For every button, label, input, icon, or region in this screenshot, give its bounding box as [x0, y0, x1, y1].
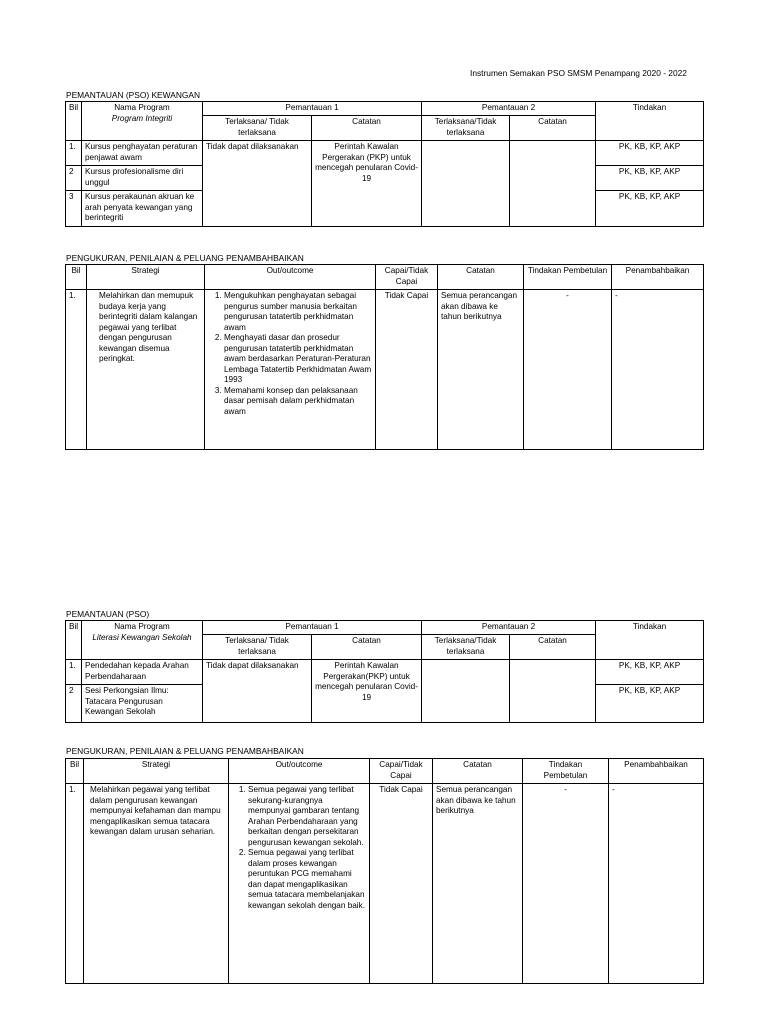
- outcome-item: 2. Menghayati dasar dan prosedur pengurusan tatatertib perkhidmatan awam berdasarkan Peraturan-Peraturan Lembaga Tatatertib Perkhidmatan Awam 1993: [224, 333, 372, 386]
- row-bil: 1.: [66, 290, 87, 450]
- header-out-outcome: Out/outcome: [229, 759, 370, 784]
- row-tindakan: -: [524, 290, 612, 450]
- header-catatan: Catatan: [433, 759, 523, 784]
- outcome-item: 2. Semua pegawai yang terlibat dalam proses kewangan peruntukan PCG memahami dan dapat mengaplikasikan semua tatacara membelanjakan kewangan sekolah dengan baik.: [248, 848, 366, 911]
- header-penambahbaikan: Penambahbaikan: [609, 759, 704, 784]
- header-catatan-2: Catatan: [510, 116, 596, 141]
- cell-status-p1: Tidak dapat dilaksanakan: [203, 141, 312, 227]
- header-tindakan: Tindakan: [596, 621, 704, 660]
- row-bil: 2: [66, 166, 82, 191]
- cell-catatan-p1: Perintah Kawalan Pergerakan(PKP) untuk mencegah penularan Covid-19: [312, 660, 422, 723]
- row-tindakan: PK, KB, KP, AKP: [596, 660, 704, 685]
- header-nama-label: Nama Program: [114, 622, 170, 631]
- section-title-pengukuran-2: PENGUKURAN, PENILAIAN & PELUANG PENAMBAHBAIKAN: [66, 746, 304, 756]
- row-tindakan: PK, KB, KP, AKP: [596, 166, 704, 191]
- cell-catatan-p1: Perintah Kawalan Pergerakan (PKP) untuk mencegah penularan Covid-19: [312, 141, 422, 227]
- table-pengukuran-1: [65, 264, 704, 450]
- header-bil: Bil: [66, 759, 84, 784]
- row-penambahbaikan: -: [609, 784, 704, 984]
- row-outcomes: [229, 784, 370, 984]
- header-nama-label: Nama Program: [114, 103, 170, 112]
- header-tindakan-pembetulan: Tindakan Pembetulan: [523, 759, 609, 784]
- row-program: Kursus perakaunan akruan ke arah penyata kewangan yang berintegriti: [82, 191, 203, 227]
- header-penambahbaikan: Penambahbaikan: [612, 265, 704, 290]
- table-pengukuran-2: [65, 758, 704, 984]
- row-bil: 2: [66, 685, 82, 723]
- header-bil: Bil: [66, 621, 82, 660]
- document-title: Instrumen Semakan PSO SMSM Penampang 2020 - 2022: [470, 68, 687, 78]
- cell-terlaksana-p2: [422, 141, 510, 227]
- row-bil: 1.: [66, 784, 84, 984]
- row-bil: 3: [66, 191, 82, 227]
- row-bil: 1.: [66, 141, 82, 166]
- header-bil: Bil: [66, 265, 87, 290]
- row-program: Sesi Perkongsian Ilmu: Tatacara Pengurusan Kewangan Sekolah: [82, 685, 203, 723]
- header-nama-sub: Program Integriti: [111, 113, 173, 123]
- row-strategi: Melahirkan dan memupuk budaya kerja yang berintegriti dalam kalangan pegawai yang terlibat dengan pengurusan kewangan disemua peringkat.: [87, 290, 205, 450]
- header-catatan-1: Catatan: [312, 116, 422, 141]
- row-bil: 1.: [66, 660, 82, 685]
- header-terlaksana-1: Terlaksana/ Tidak terlaksana: [203, 635, 312, 660]
- header-capai: Capai/Tidak Capai: [376, 265, 438, 290]
- row-tindakan: PK, KB, KP, AKP: [596, 141, 704, 166]
- table-row: [66, 660, 704, 685]
- section-title-pengukuran-1: PENGUKURAN, PENILAIAN & PELUANG PENAMBAHBAIKAN: [66, 253, 304, 263]
- row-program: Kursus penghayatan peraturan penjawat awam: [82, 141, 203, 166]
- row-capai: Tidak Capai: [376, 290, 438, 450]
- outcome-item: 3. Memahami konsep dan pelaksanaan dasar pemisah dalam perkhidmatan awam: [224, 386, 372, 418]
- outcome-item: 1. Semua pegawai yang terlibat sekurang-kurangnya mempunyai gambaran tentang Arahan Perbendaharaan yang berkaitan dengan persekitaran pengurusan kewangan sekolah.: [248, 785, 366, 848]
- row-tindakan: PK, KB, KP, AKP: [596, 685, 704, 723]
- cell-terlaksana-p2: [422, 660, 510, 723]
- header-tindakan: Tindakan: [596, 102, 704, 141]
- header-terlaksana-2: Terlaksana/Tidak terlaksana: [422, 635, 510, 660]
- row-catatan: Semua perancangan akan dibawa ke tahun berikutnya: [433, 784, 523, 984]
- row-program: Kursus profesionalisme diri unggul: [82, 166, 203, 191]
- row-catatan: Semua perancangan akan dibawa ke tahun berikutnya: [438, 290, 524, 450]
- table-row: [66, 784, 704, 984]
- header-catatan: Catatan: [438, 265, 524, 290]
- cell-status-p1: Tidak dapat dilaksanakan: [203, 660, 312, 723]
- cell-catatan-p2: [510, 141, 596, 227]
- header-catatan-2: Catatan: [510, 635, 596, 660]
- header-strategi: Strategi: [84, 759, 229, 784]
- table-pemantauan-pso: [65, 620, 704, 723]
- row-tindakan: PK, KB, KP, AKP: [596, 191, 704, 227]
- header-capai: Capai/Tidak Capai: [370, 759, 433, 784]
- section-title-pemantauan-kewangan: PEMANTAUAN (PSO) KEWANGAN: [66, 90, 201, 100]
- header-nama-program: [82, 621, 203, 660]
- header-pemantauan-1: Pemantauan 1: [203, 102, 422, 116]
- header-tindakan-pembetulan: Tindakan Pembetulan: [524, 265, 612, 290]
- header-terlaksana-1: Terlaksana/ Tidak terlaksana: [203, 116, 312, 141]
- row-outcomes: [205, 290, 376, 450]
- header-pemantauan-1: Pemantauan 1: [203, 621, 422, 635]
- section-title-pemantauan-pso: PEMANTAUAN (PSO): [66, 609, 150, 619]
- header-nama-program: [82, 102, 203, 141]
- row-tindakan: -: [523, 784, 609, 984]
- table-row: [66, 290, 704, 450]
- row-program: Pendedahan kepada Arahan Perbendaharaan: [82, 660, 203, 685]
- row-penambahbaikan: -: [612, 290, 704, 450]
- cell-catatan-p2: [510, 660, 596, 723]
- row-capai: Tidak Capai: [370, 784, 433, 984]
- header-strategi: Strategi: [87, 265, 205, 290]
- header-pemantauan-2: Pemantauan 2: [422, 102, 596, 116]
- table-pemantauan-kewangan: [65, 101, 704, 227]
- header-nama-sub: Literasi Kewangan Sekolah: [92, 632, 192, 642]
- header-catatan-1: Catatan: [312, 635, 422, 660]
- row-strategi: Melahirkan pegawai yang terlibat dalam pengurusan kewangan mempunyai kefahaman dan mampu mengaplikasikan semua tatacara kewangan dalam urusan seharian.: [84, 784, 229, 984]
- outcome-item: 1. Mengukuhkan penghayatan sebagai pengurus sumber manusia berkaitan pengurusan tatatertib perkhidmatan awam: [224, 291, 372, 333]
- header-terlaksana-2: Terlaksana/Tidak terlaksana: [422, 116, 510, 141]
- table-row: [66, 141, 704, 166]
- header-bil: Bil: [66, 102, 82, 141]
- header-out-outcome: Out/outcome: [205, 265, 376, 290]
- header-pemantauan-2: Pemantauan 2: [422, 621, 596, 635]
